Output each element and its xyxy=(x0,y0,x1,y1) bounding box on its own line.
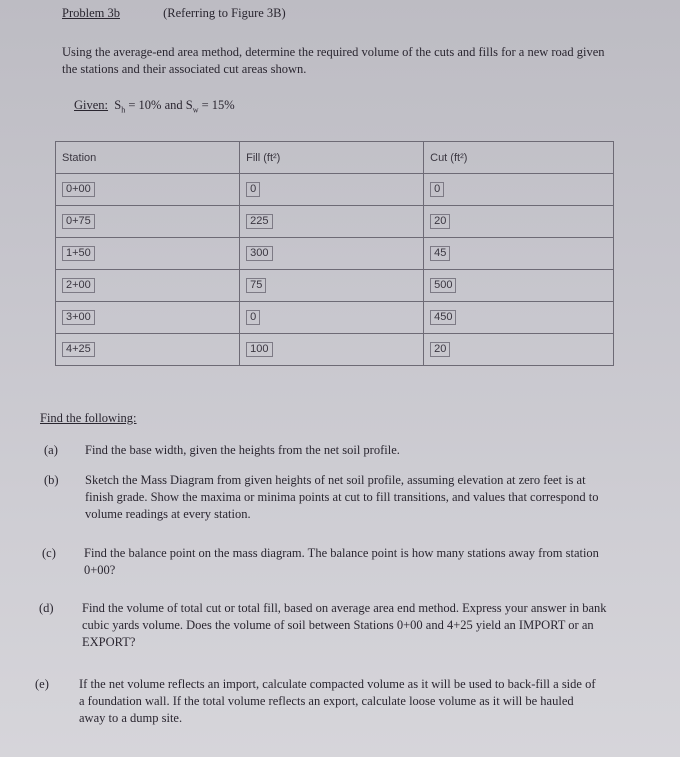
fill-cell: 300 xyxy=(246,246,272,261)
sw-value: = 15% xyxy=(201,98,235,112)
question-b xyxy=(44,472,644,528)
sw-subscript: w xyxy=(192,105,199,115)
question-a xyxy=(44,442,644,462)
cut-cell: 20 xyxy=(430,214,450,229)
station-cell: 0+75 xyxy=(62,214,95,229)
cut-cell: 20 xyxy=(430,342,450,357)
problem-number: Problem 3b xyxy=(62,6,120,20)
station-cell: 3+00 xyxy=(62,310,95,325)
question-text: Find the base width, given the heights from the net soil profile. xyxy=(85,443,400,457)
question-text: Sketch the Mass Diagram from given heights of net soil profile, assuming elevation at zero feet is at finish grade. Show the maxima or minima points at cut to fill transitions, and values that correspond to volume readings at every station. xyxy=(85,473,599,521)
header-station: Station xyxy=(56,142,240,174)
sw-symbol: S xyxy=(185,98,193,112)
question-e xyxy=(35,676,635,732)
table-row xyxy=(56,270,614,302)
table-row xyxy=(56,302,614,334)
question-label: (c) xyxy=(42,546,56,560)
cut-cell: 45 xyxy=(430,246,450,261)
question-text: If the net volume reflects an import, calculate compacted volume as it will be used to back-fill a side of a foundation wall. If the total volume reflects an export, calculate loose volume as it will be hauled away to a dump site. xyxy=(79,677,596,725)
station-cell: 2+00 xyxy=(62,278,95,293)
question-c xyxy=(42,545,642,583)
question-text: Find the volume of total cut or total fill, based on average area end method. Express your answer in bank cubic yards volume. Does the volume of soil between Stations 0+00 and 4+25 yield an IMPORT or an EXPORT? xyxy=(82,601,607,649)
table-row xyxy=(56,174,614,206)
table-row xyxy=(56,238,614,270)
question-label: (a) xyxy=(44,443,58,457)
sh-value: = 10% and xyxy=(128,98,183,112)
question-label: (d) xyxy=(39,601,54,615)
sh-symbol: S xyxy=(114,98,122,112)
question-label: (b) xyxy=(44,473,59,487)
question-d xyxy=(39,600,639,656)
station-cell: 1+50 xyxy=(62,246,95,261)
cut-cell: 500 xyxy=(430,278,456,293)
question-label: (e) xyxy=(35,677,49,691)
find-title: Find the following: xyxy=(40,411,137,425)
figure-reference: (Referring to Figure 3B) xyxy=(163,6,286,20)
problem-statement: Using the average-end area method, determine the required volume of the cuts and fills for a new road given the stations and their associated cut areas shown. xyxy=(62,45,605,76)
fill-cell: 225 xyxy=(246,214,272,229)
cut-cell: 450 xyxy=(430,310,456,325)
problem-header xyxy=(62,6,286,21)
table-header-row xyxy=(56,142,614,174)
fill-cell: 75 xyxy=(246,278,266,293)
given-label: Given: xyxy=(74,98,109,112)
header-cut: Cut (ft²) xyxy=(424,142,614,174)
sh-subscript: h xyxy=(121,105,126,115)
given-line xyxy=(74,98,235,115)
table-row xyxy=(56,334,614,366)
question-text: Find the balance point on the mass diagram. The balance point is how many stations away from station 0+00? xyxy=(84,546,599,577)
station-area-table xyxy=(55,141,614,366)
fill-cell: 0 xyxy=(246,310,260,325)
cut-cell: 0 xyxy=(430,182,444,197)
table-row xyxy=(56,206,614,238)
station-cell: 0+00 xyxy=(62,182,95,197)
station-cell: 4+25 xyxy=(62,342,95,357)
fill-cell: 100 xyxy=(246,342,272,357)
fill-cell: 0 xyxy=(246,182,260,197)
header-fill: Fill (ft²) xyxy=(240,142,424,174)
